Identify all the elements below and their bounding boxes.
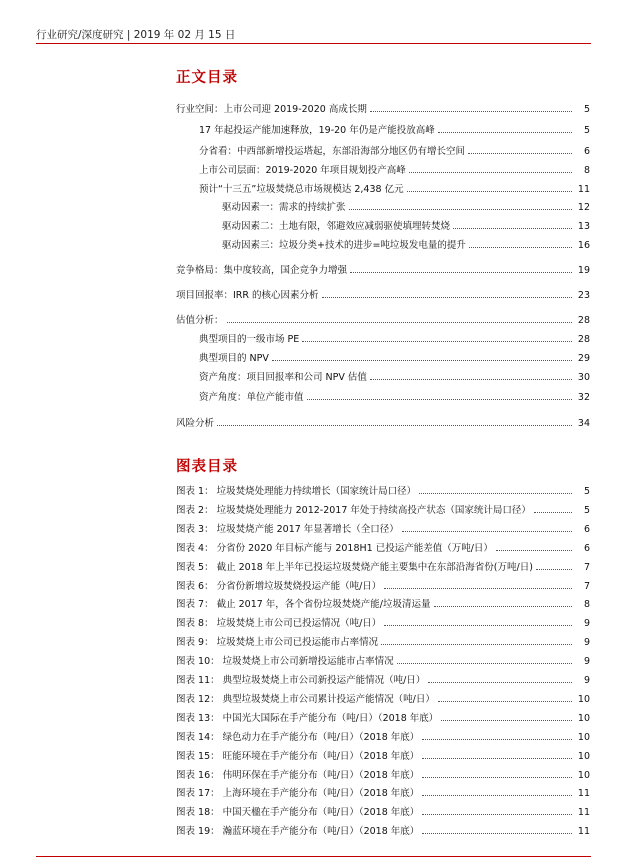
toc-entry[interactable] (176, 122, 590, 136)
figure-entry-label: 图表 7： 截止 2017 年，各个省份垃圾焚烧产能/垃圾清运量 (176, 596, 432, 610)
toc-entry-label: 竞争格局：集中度较高，国企竞争力增强 (176, 262, 348, 276)
toc-entry[interactable] (176, 101, 590, 115)
dot-leader (384, 625, 572, 626)
toc-entry[interactable] (176, 389, 590, 403)
figure-entry-label: 图表 6： 分省份新增垃圾焚烧投运产能（吨/日） (176, 578, 382, 592)
figure-entry-page: 7 (583, 580, 590, 592)
toc-entry-page: 5 (583, 104, 590, 115)
figure-entry-page: 11 (577, 826, 590, 838)
figure-entry-page: 10 (577, 769, 590, 781)
figure-entry-label: 图表 17： 上海环境在手产能分布（吨/日）（2018 年底） (176, 785, 420, 799)
toc-title: 正文目录 (176, 70, 238, 86)
figure-entry-page: 7 (583, 561, 590, 573)
figure-entry-page: 5 (583, 486, 590, 497)
toc-entry[interactable] (176, 162, 590, 176)
figure-entry-page: 11 (577, 788, 590, 800)
toc-entry-label: 驱动因素三：垃圾分类+技术的进步=吨垃圾发电量的提升 (176, 237, 467, 251)
dot-leader (307, 399, 572, 400)
toc-entry[interactable] (176, 262, 590, 276)
figure-entry[interactable] (176, 483, 590, 497)
figure-entry-page: 10 (577, 712, 590, 724)
footer-divider (36, 856, 591, 857)
dot-leader (434, 606, 572, 607)
toc-entry-page: 6 (583, 146, 590, 157)
dot-leader (227, 322, 572, 323)
dot-leader (422, 739, 572, 740)
figure-entry-label: 图表 19： 瀚蓝环境在手产能分布（吨/日）（2018 年底） (176, 823, 420, 837)
dot-leader (496, 550, 572, 551)
figure-entry-page: 10 (577, 731, 590, 743)
toc-entry-label: 上市公司层面：2019-2020 年项目规划投产高峰 (176, 162, 407, 176)
figure-entry-label: 图表 11： 典型垃圾焚烧上市公司新投运产能情况（吨/日） (176, 672, 426, 686)
toc-entry-label: 驱动因素二：土地有限，邻避效应减弱驱使填埋转焚烧 (176, 218, 451, 232)
figure-entry-label: 图表 5： 截止 2018 年上半年已投运垃圾焚烧产能主要集中在东部沿海省份(万吨/日) (176, 559, 534, 573)
dot-leader (322, 297, 572, 298)
dot-leader (384, 588, 572, 589)
dot-leader (370, 111, 572, 112)
figure-entry-label: 图表 4： 分省份 2020 年目标产能与 2018H1 已投运产能差值（万吨/日） (176, 540, 494, 554)
figure-entry[interactable] (176, 672, 590, 686)
toc-entry-label: 17 年起投运产能加速释放，19-20 年仍是产能投放高峰 (176, 122, 436, 136)
toc-entry-label: 预计“十三五”垃圾焚烧总市场规模达 2,438 亿元 (176, 181, 405, 195)
dot-leader (272, 360, 572, 361)
figures-title: 图表目录 (176, 459, 238, 475)
toc-entry-page: 19 (577, 265, 590, 276)
figure-entry[interactable] (176, 823, 590, 837)
dot-leader (217, 425, 572, 426)
figure-entry-page: 11 (577, 807, 590, 819)
dot-leader (422, 814, 572, 815)
toc-entry-page: 5 (583, 125, 590, 136)
toc-entry-label: 项目回报率：IRR 的核心因素分析 (176, 287, 320, 301)
dot-leader (438, 701, 572, 702)
figure-entry-page: 9 (583, 675, 590, 686)
figure-entry[interactable] (176, 521, 590, 535)
figure-entry[interactable] (176, 559, 590, 573)
dot-leader (468, 153, 572, 154)
figure-entry-label: 图表 16： 伟明环保在手产能分布（吨/日）（2018 年底） (176, 767, 420, 781)
toc-entry[interactable] (176, 415, 590, 429)
dot-leader (422, 758, 572, 759)
report-header: 行业研究/深度研究 | 2019 年 02 月 15 日 (36, 29, 236, 41)
toc-entry-label: 资产角度：单位产能市值 (176, 389, 305, 403)
dot-leader (441, 720, 572, 721)
toc-entry[interactable] (176, 331, 590, 345)
dot-leader (422, 777, 572, 778)
dot-leader (422, 833, 572, 834)
figure-entry[interactable] (176, 502, 590, 516)
figure-entry-page: 10 (577, 693, 590, 705)
dot-leader (469, 247, 572, 248)
figure-entry[interactable] (176, 578, 590, 592)
figure-entry[interactable] (176, 729, 590, 743)
figure-entry-page: 5 (583, 504, 590, 516)
dot-leader (536, 569, 572, 570)
dot-leader (381, 644, 572, 645)
figure-entry-page: 9 (583, 637, 590, 649)
toc-entry-label: 典型项目的一级市场 PE (176, 331, 300, 345)
dot-leader (409, 172, 572, 173)
figure-entry[interactable] (176, 785, 590, 799)
dot-leader (453, 228, 572, 229)
toc-entry-page: 23 (577, 290, 590, 301)
dot-leader (350, 272, 572, 273)
toc-entry-label: 资产角度：项目回报率和公司 NPV 估值 (176, 369, 368, 383)
toc-entry-page: 12 (577, 202, 590, 213)
figure-entry-label: 图表 10： 垃圾焚烧上市公司新增投运能市占率情况 (176, 653, 395, 667)
figure-entry-label: 图表 1： 垃圾焚烧处理能力持续增长（国家统计局口径） (176, 483, 417, 497)
toc-entry[interactable] (176, 287, 590, 301)
figure-entry-page: 6 (583, 523, 590, 535)
toc-entry-page: 29 (577, 353, 590, 364)
dot-leader (349, 209, 572, 210)
header-divider (36, 43, 591, 44)
toc-entry-page: 32 (577, 392, 590, 403)
toc-entry-label: 分省看：中西部新增投运塔起，东部沿海部分地区仍有增长空间 (176, 143, 466, 157)
figure-entry-label: 图表 13： 中国光大国际在手产能分布（吨/日）（2018 年底） (176, 710, 439, 724)
dot-leader (438, 132, 572, 133)
toc-entry-label: 估值分析： (176, 312, 225, 326)
toc-entry-page: 30 (577, 372, 590, 383)
toc-entry-label: 典型项目的 NPV (176, 350, 270, 364)
dot-leader (534, 512, 572, 513)
figure-entry-label: 图表 14： 绿色动力在手产能分布（吨/日）（2018 年底） (176, 729, 420, 743)
figure-entry[interactable] (176, 804, 590, 818)
dot-leader (402, 531, 572, 532)
toc-entry[interactable] (176, 369, 590, 383)
toc-entry[interactable] (176, 350, 590, 364)
dot-leader (422, 795, 572, 796)
figure-entry-page: 10 (577, 750, 590, 762)
figure-entry-page: 9 (583, 656, 590, 668)
toc-entry-label: 驱动因素一：需求的持续扩张 (176, 199, 347, 213)
toc-entry-page: 28 (577, 334, 590, 345)
figure-entry-page: 8 (583, 599, 590, 611)
figure-entry-label: 图表 18： 中国天楹在手产能分布（吨/日）（2018 年底） (176, 804, 420, 818)
dot-leader (419, 493, 572, 494)
toc-entry-label: 风险分析 (176, 415, 215, 429)
toc-entry-page: 8 (583, 165, 590, 176)
dot-leader (370, 379, 572, 380)
figure-entry-label: 图表 3： 垃圾焚烧产能 2017 年显著增长（全口径） (176, 521, 400, 535)
figure-entry-label: 图表 8： 垃圾焚烧上市公司已投运情况（吨/日） (176, 615, 382, 629)
figure-entry-page: 6 (583, 542, 590, 554)
figure-entry[interactable] (176, 540, 590, 554)
dot-leader (428, 682, 572, 683)
toc-entry-page: 28 (577, 315, 590, 326)
toc-entry[interactable] (176, 237, 590, 251)
toc-entry[interactable] (176, 312, 590, 326)
toc-entry[interactable] (176, 199, 590, 213)
figure-entry-label: 图表 9： 垃圾焚烧上市公司已投运能市占率情况 (176, 634, 379, 648)
dot-leader (302, 341, 572, 342)
toc-entry[interactable] (176, 218, 590, 232)
figure-entry[interactable] (176, 767, 590, 781)
toc-entry-page: 16 (577, 240, 590, 251)
figure-entry-label: 图表 2： 垃圾焚烧处理能力 2012-2017 年处于持续高投产状态（国家统计局口径） (176, 502, 532, 516)
toc-entry-label: 行业空间：上市公司迎 2019-2020 高成长期 (176, 101, 368, 115)
dot-leader (407, 191, 572, 192)
figure-entry[interactable] (176, 748, 590, 762)
toc-entry-page: 34 (577, 418, 590, 429)
toc-entry-page: 13 (577, 221, 590, 232)
figure-entry-label: 图表 15： 旺能环境在手产能分布（吨/日）（2018 年底） (176, 748, 420, 762)
figure-entry[interactable] (176, 653, 590, 667)
figure-entry[interactable] (176, 710, 590, 724)
toc-entry[interactable] (176, 181, 590, 195)
figure-entry-page: 9 (583, 618, 590, 630)
toc-entry-page: 11 (577, 184, 590, 195)
figure-entry[interactable] (176, 615, 590, 629)
figure-entry[interactable] (176, 634, 590, 648)
dot-leader (397, 663, 572, 664)
figure-entry[interactable] (176, 691, 590, 705)
toc-entry[interactable] (176, 143, 590, 157)
figure-entry-label: 图表 12： 典型垃圾焚烧上市公司累计投运产能情况（吨/日） (176, 691, 436, 705)
figure-entry[interactable] (176, 596, 590, 610)
